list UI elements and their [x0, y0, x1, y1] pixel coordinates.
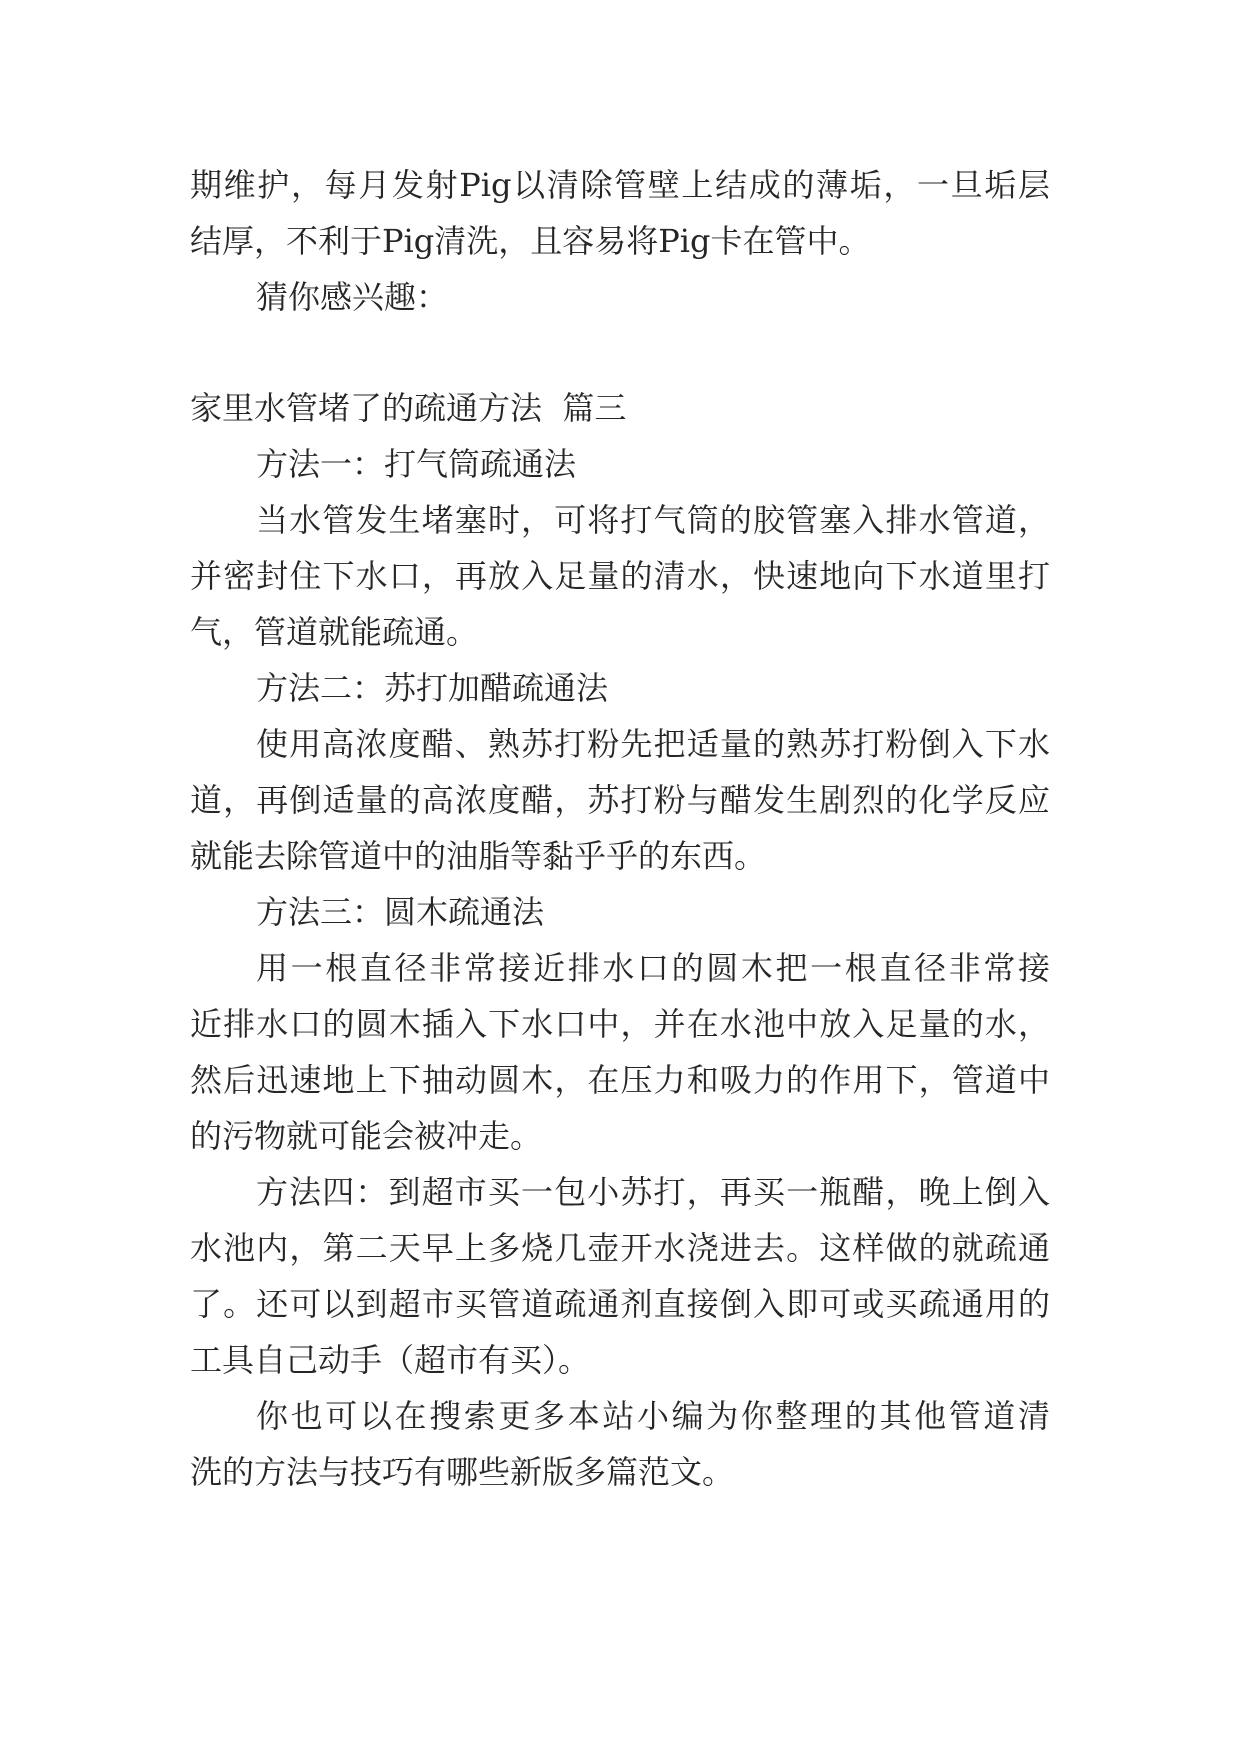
method-1-line-2: 并密封住下水口，再放入足量的清水，快速地向下水道里打	[190, 557, 1050, 595]
method-1-heading: 方法一：打气筒疏通法	[256, 445, 577, 483]
method-4-line-4: 工具自己动手（超市有买）。	[190, 1341, 591, 1379]
section-title: 家里水管堵了的疏通方法 篇三	[190, 389, 627, 427]
method-1-line-1: 当水管发生堵塞时，可将打气筒的胶管塞入排水管道，	[256, 501, 1050, 539]
method-2-heading: 方法二：苏打加醋疏通法	[256, 669, 609, 707]
closing-line-1: 你也可以在搜索更多本站小编为你整理的其他管道清	[256, 1397, 1050, 1435]
method-3-line-3: 然后迅速地上下抽动圆木，在压力和吸力的作用下，管道中	[190, 1061, 1050, 1099]
method-2-line-3: 就能去除管道中的油脂等黏乎乎的东西。	[190, 837, 767, 875]
method-2-line-2: 道，再倒适量的高浓度醋，苏打粉与醋发生剧烈的化学反应	[190, 781, 1050, 819]
method-1-line-3: 气，管道就能疏通。	[190, 613, 479, 651]
intro-line-2: 结厚，不利于Pig清洗，且容易将Pig卡在管中。	[190, 222, 871, 260]
intro-line-1: 期维护，每月发射Pig以清除管壁上结成的薄垢，一旦垢层	[190, 166, 1050, 204]
method-3-line-4: 的污物就可能会被冲走。	[190, 1117, 543, 1155]
guess-you-like-label: 猜你感兴趣：	[256, 278, 449, 316]
method-3-heading: 方法三：圆木疏通法	[256, 893, 545, 931]
method-4-line-2: 水池内，第二天早上多烧几壶开水浇进去。这样做的就疏通	[190, 1229, 1050, 1267]
method-4-line-1: 方法四：到超市买一包小苏打，再买一瓶醋，晚上倒入	[256, 1173, 1050, 1211]
method-3-line-1: 用一根直径非常接近排水口的圆木把一根直径非常接	[256, 949, 1050, 987]
method-3-line-2: 近排水口的圆木插入下水口中，并在水池中放入足量的水，	[190, 1005, 1050, 1043]
method-4-line-3: 了。还可以到超市买管道疏通剂直接倒入即可或买疏通用的	[190, 1285, 1050, 1323]
method-2-line-1: 使用高浓度醋、熟苏打粉先把适量的熟苏打粉倒入下水	[256, 725, 1050, 763]
closing-line-2: 洗的方法与技巧有哪些新版多篇范文。	[190, 1453, 735, 1491]
